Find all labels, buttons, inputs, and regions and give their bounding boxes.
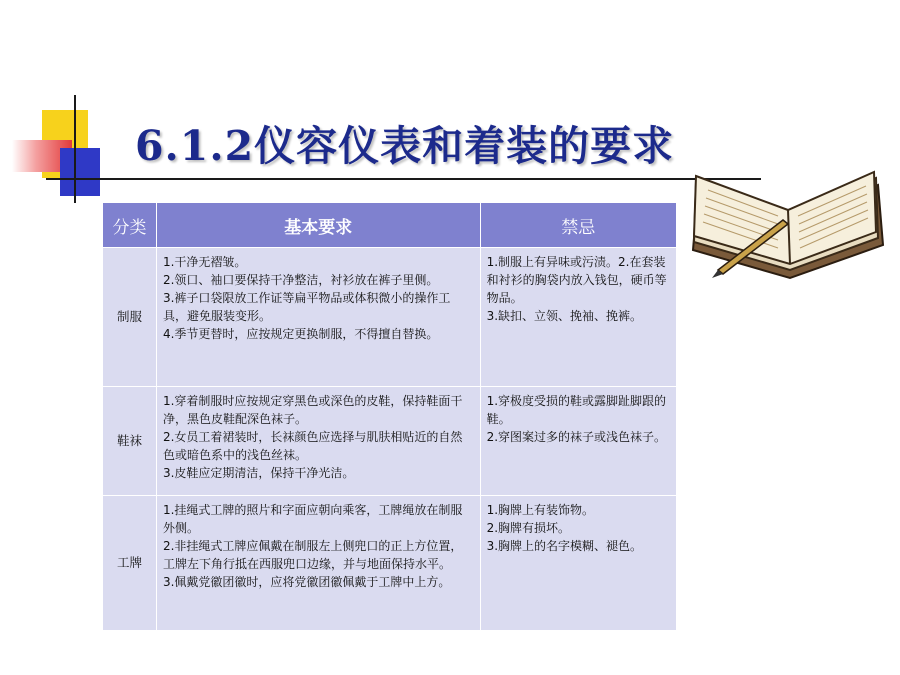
requirement-item: 3.皮鞋应定期清洁，保持干净光洁。 [162, 466, 355, 480]
requirement-item: 2.女员工着裙装时，长袜颜色应选择与肌肤相贴近的自然色或暗色系中的浅色丝袜。 [162, 430, 463, 462]
decor-blue-block [60, 148, 100, 196]
forbidden-item: 2.胸牌有损坏。 [486, 521, 571, 535]
table-row [103, 496, 677, 631]
requirement-item: 2.领口、袖口要保持干净整洁，衬衫放在裤子里侧。 [162, 273, 439, 287]
forbidden-item: 2.穿图案过多的袜子或浅色袜子。 [486, 430, 667, 444]
category-cell: 鞋袜 [103, 387, 157, 496]
table-header-row [103, 203, 677, 248]
slide-title: 6.1.2仪容仪表和着装的要求 [135, 122, 675, 170]
forbidden-item: 1.穿极度受损的鞋或露脚趾脚跟的鞋。 [486, 394, 667, 426]
forbidden-item: 3.缺扣、立领、挽袖、挽裤。 [486, 309, 643, 323]
forbidden-item: 1.胸牌上有装饰物。 [486, 503, 595, 517]
requirement-item: 3.裤子口袋限放工作证等扁平物品或体积微小的操作工具，避免服装变形。 [162, 291, 451, 323]
table-row [103, 248, 677, 387]
requirement-item: 3.佩戴党徽团徽时，应将党徽团徽佩戴于工牌中上方。 [162, 575, 451, 589]
title-underline [46, 178, 761, 180]
basic-requirements-cell [156, 387, 480, 496]
requirements-table [102, 202, 677, 631]
forbidden-item: 3.胸牌上的名字模糊、褪色。 [486, 539, 643, 553]
basic-requirements-cell [156, 496, 480, 631]
table-row [103, 387, 677, 496]
requirement-item: 2.非挂绳式工牌应佩戴在制服左上侧兜口的正上方位置，工牌左下角行抵在西服兜口边缘，并与地面保持水平。 [162, 539, 463, 571]
forbidden-cell [480, 387, 676, 496]
header-category: 分类 [103, 203, 157, 248]
requirement-item: 1.挂绳式工牌的照片和字面应朝向乘客，工牌绳放在制服外侧。 [162, 503, 463, 535]
forbidden-cell [480, 248, 676, 387]
header-basic-requirements: 基本要求 [156, 203, 480, 248]
category-cell: 制服 [103, 248, 157, 387]
forbidden-item: 1.制服上有异味或污渍。2.在套装和衬衫的胸袋内放入钱包，硬币等物品。 [486, 255, 667, 305]
requirement-item: 1.干净无褶皱。 [162, 255, 247, 269]
category-cell: 工牌 [103, 496, 157, 631]
requirement-item: 1.穿着制服时应按规定穿黑色或深色的皮鞋，保持鞋面干净，黑色皮鞋配深色袜子。 [162, 394, 463, 426]
forbidden-cell [480, 496, 676, 631]
basic-requirements-cell [156, 248, 480, 387]
decor-vertical-line [74, 95, 76, 203]
header-forbidden: 禁忌 [480, 203, 676, 248]
notebook-pen-icon [678, 150, 888, 280]
requirement-item: 4.季节更替时，应按规定更换制服，不得擅自替换。 [162, 327, 439, 341]
